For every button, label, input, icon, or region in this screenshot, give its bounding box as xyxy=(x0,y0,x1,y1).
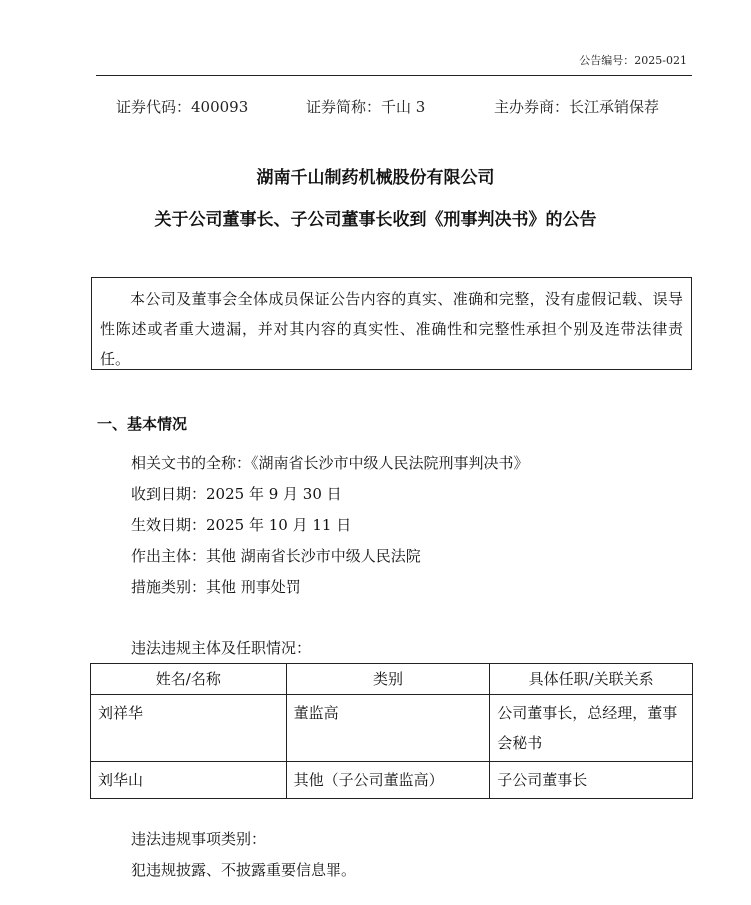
received-date: 收到日期：2025 年 9 月 30 日 xyxy=(131,485,342,503)
announcement-title: 关于公司董事长、子公司董事长收到《刑事判决书》的公告 xyxy=(154,210,597,230)
violation-type-label: 违法违规事项类别： xyxy=(131,830,267,848)
column-header: 具体任职/关联关系 xyxy=(490,664,693,695)
violators-caption: 违法违规主体及任职情况： xyxy=(131,639,312,657)
board-guarantee-notice: 本公司及董事会全体成员保证公告内容的真实、准确和完整，没有虚假记载、误导性陈述或者重大遗漏，并对其内容的真实性、准确性和完整性承担个别及连带法律责任。 xyxy=(91,277,692,370)
table-header-row xyxy=(91,664,693,695)
violators-table xyxy=(90,663,693,799)
security-info-line xyxy=(116,96,676,117)
company-title: 湖南千山制药机械股份有限公司 xyxy=(256,168,495,188)
section-heading-basic-info: 一、基本情况 xyxy=(97,415,188,433)
stock-abbreviation: 证券简称：千山 3 xyxy=(306,98,426,116)
measure-category: 措施类别：其他 刑事处罚 xyxy=(131,578,301,596)
announcement-number: 公告编号：2025-021 xyxy=(579,54,687,67)
column-header: 类别 xyxy=(286,664,490,695)
column-header: 姓名/名称 xyxy=(91,664,287,695)
table-cell: 董监高 xyxy=(286,695,490,762)
table-row xyxy=(91,695,693,762)
table-cell: 公司董事长，总经理，董事会秘书 xyxy=(490,695,693,762)
violation-type-value: 犯违规披露、不披露重要信息罪。 xyxy=(131,861,357,879)
document-name: 相关文书的全称：《湖南省长沙市中级人民法院刑事判决书》 xyxy=(131,454,529,472)
table-cell: 子公司董事长 xyxy=(490,762,693,799)
table-row xyxy=(91,762,693,799)
sponsor-broker: 主办券商：长江承销保荐 xyxy=(494,98,660,116)
stock-code: 证券代码：400093 xyxy=(116,98,249,116)
header-rule xyxy=(96,75,692,76)
table-cell: 刘华山 xyxy=(91,762,287,799)
table-cell: 其他（子公司董监高） xyxy=(286,762,490,799)
table-cell: 刘祥华 xyxy=(91,695,287,762)
issuing-authority: 作出主体：其他 湖南省长沙市中级人民法院 xyxy=(131,547,421,565)
effective-date: 生效日期：2025 年 10 月 11 日 xyxy=(131,516,352,534)
